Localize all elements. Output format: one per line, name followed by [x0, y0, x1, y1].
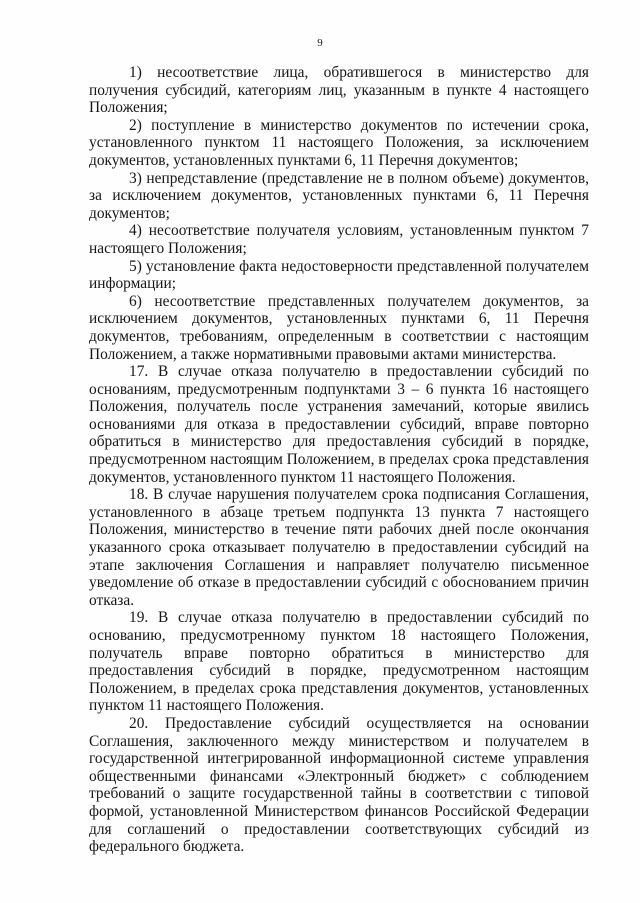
paragraph-clause-19: 19. В случае отказа получателю в предоставлении субсидий по основанию, предусмотренному пунктом 18 настоящего Положения, получатель вправе повторно обратиться в министерство для предоставления субсидий в порядке, предусмотренном настоящим Положением, в пределах срока представления документов, установленных пунктом 11 настоящего Положения.: [89, 609, 589, 715]
paragraph-item-4: 4) несоответствие получателя условиям, установленным пунктом 7 настоящего Положения;: [89, 222, 589, 257]
paragraph-item-1: 1) несоответствие лица, обратившегося в министерство для получения субсидий, категориям лиц, указанным в пункте 4 настоящего Положения;: [89, 64, 589, 117]
document-body: [89, 64, 589, 856]
paragraph-item-2: 2) поступление в министерство документов по истечении срока, установленного пунктом 11 настоящего Положения, за исключением документов, установленных пунктами 6, 11 Перечня документов;: [89, 116, 589, 169]
paragraph-item-3: 3) непредставление (представление не в полном объеме) документов, за исключением документов, установленных пунктами 6, 11 Перечня документов;: [89, 169, 589, 222]
paragraph-clause-17: 17. В случае отказа получателю в предоставлении субсидий по основаниям, предусмотренным подпунктами 3 – 6 пункта 16 настоящего Положения, получатель после устранения замечаний, которые явились основаниями для отказа в предоставлении субсидий, вправе повторно обратиться в министерство для предоставления субсидий в порядке, предусмотренном настоящим Положением, в пределах срока представления документов, установленного пунктом 11 настоящего Положения.: [89, 363, 589, 486]
paragraph-clause-20: 20. Предоставление субсидий осуществляется на основании Соглашения, заключенного между министерством и получателем в государственной интегрированной информационной системе управления общественными финансами «Электронный бюджет» с соблюдением требований о защите государственной тайны в соответствии с типовой формой, установленной Министерством финансов Российской Федерации для соглашений о предоставлении соответствующих субсидий из федерального бюджета.: [89, 714, 589, 856]
paragraph-item-6: 6) несоответствие представленных получателем документов, за исключением документов, установленных пунктами 6, 11 Перечня документов, требованиям, определенным в соответствии с настоящим Положением, а также нормативными правовыми актами министерства.: [89, 292, 589, 363]
paragraph-item-5: 5) установление факта недостоверности представленной получателем информации;: [89, 257, 589, 293]
paragraph-clause-18: 18. В случае нарушения получателем срока подписания Соглашения, установленного в абзаце третьем подпункта 13 пункта 7 настоящего Положения, министерство в течение пяти рабочих дней после окончания указанного срока отказывает получателю в предоставлении субсидий на этапе заключения Соглашения и направляет получателю письменное уведомление об отказе в предоставлении субсидий с обоснованием причин отказа.: [89, 486, 589, 609]
page-number: 9: [317, 37, 323, 49]
